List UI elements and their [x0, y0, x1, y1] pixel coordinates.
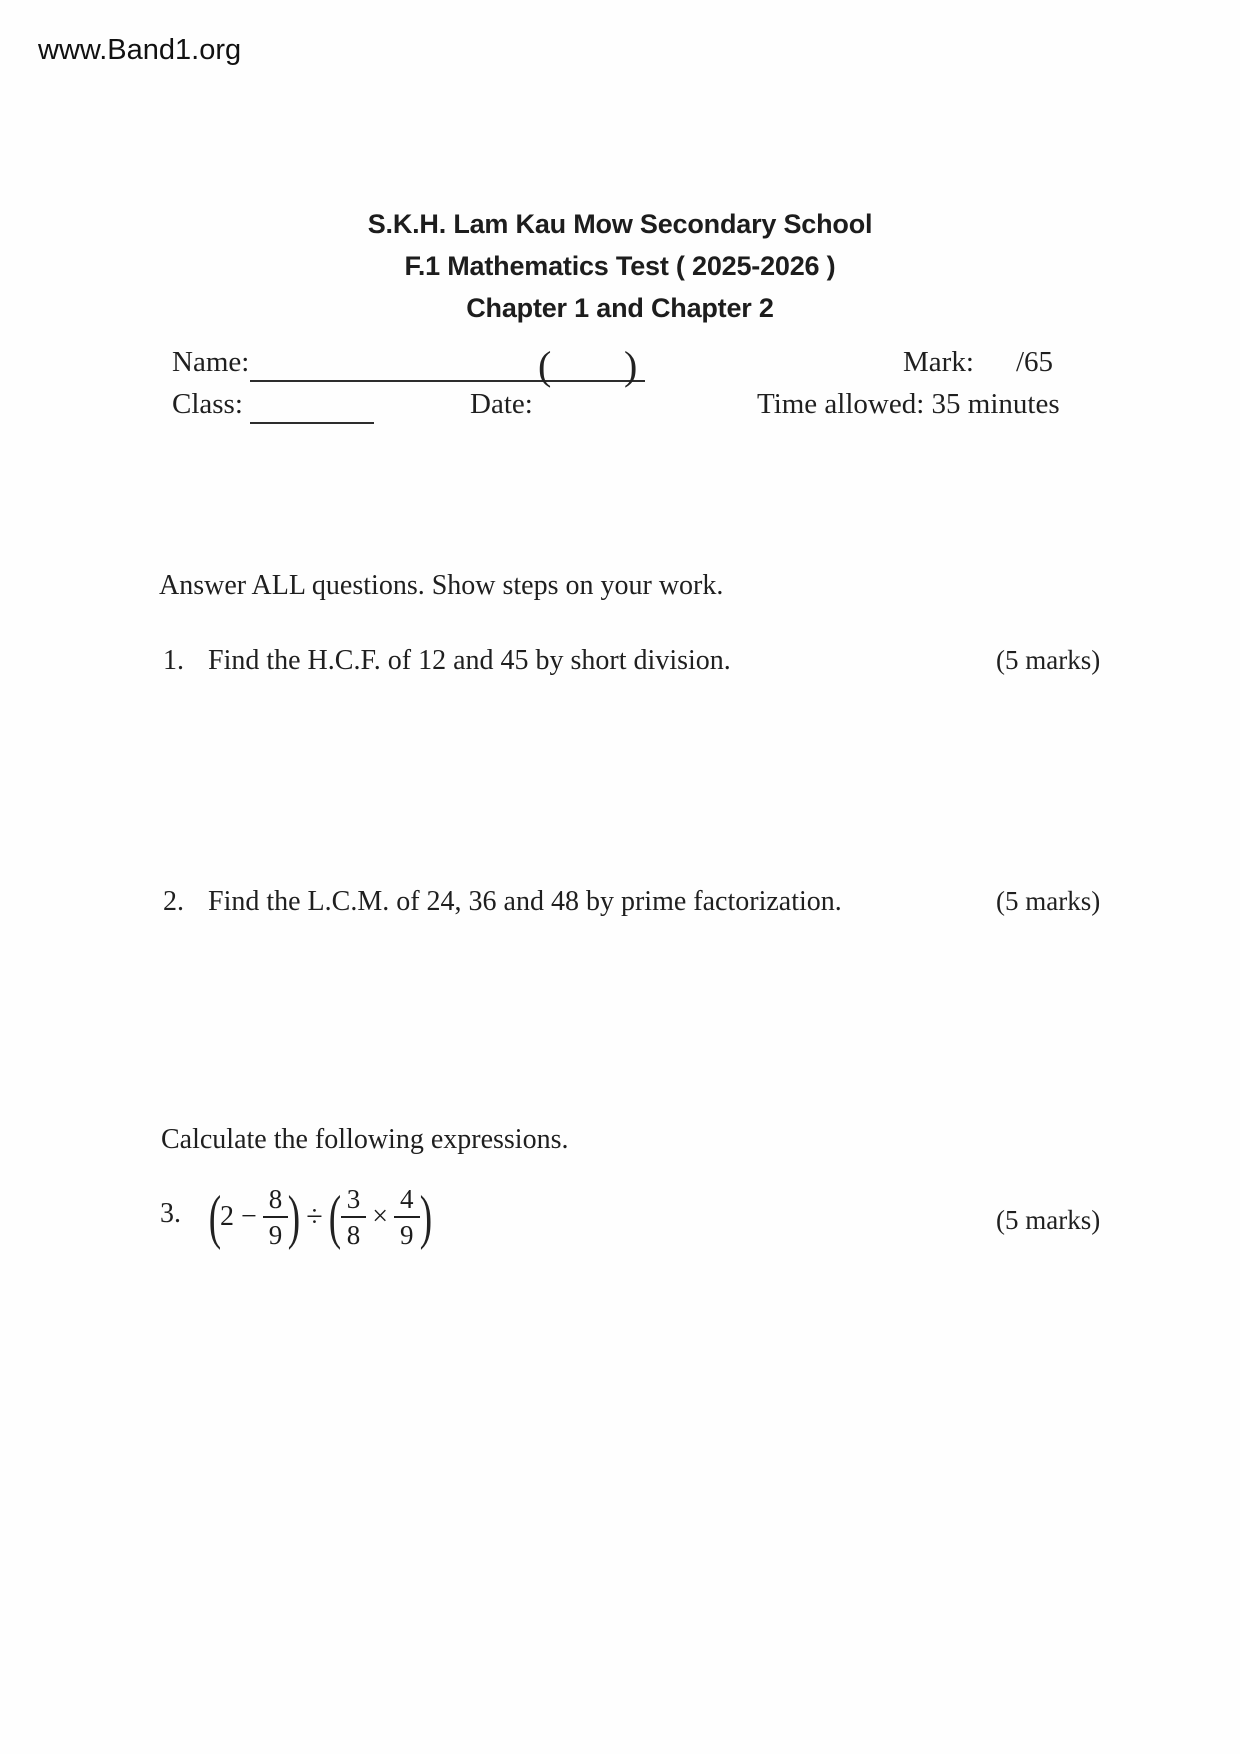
integer-term: 2	[219, 1201, 234, 1232]
name-label: Name:	[172, 346, 250, 378]
minus-sign: −	[240, 1201, 257, 1232]
name-paren-open: (	[538, 343, 552, 388]
question-marks: (5 marks)	[996, 1205, 1101, 1235]
question-number: 3.	[160, 1198, 181, 1229]
fraction-1	[263, 1185, 289, 1250]
question-number: 2.	[163, 886, 184, 917]
question-marks: (5 marks)	[996, 645, 1101, 675]
mark-total: /65	[1016, 346, 1054, 378]
mark-label: Mark:	[903, 346, 974, 378]
calc-section-heading: Calculate the following expressions.	[161, 1124, 569, 1155]
test-title: F.1 Mathematics Test ( 2025-2026 )	[404, 251, 836, 281]
question-text: Find the H.C.F. of 12 and 45 by short division.	[208, 645, 731, 676]
class-label: Class:	[172, 388, 243, 420]
numerator: 3	[341, 1185, 367, 1218]
times-sign: ×	[372, 1201, 389, 1232]
school-name: S.K.H. Lam Kau Mow Secondary School	[367, 209, 873, 239]
question-text: Find the L.C.M. of 24, 36 and 48 by prime factorization.	[208, 886, 842, 917]
question-number: 1.	[163, 645, 184, 676]
left-paren-1: (	[208, 1183, 222, 1250]
math-expression	[210, 1178, 431, 1256]
question-2	[0, 886, 1240, 920]
instructions-text: Answer ALL questions. Show steps on your work.	[159, 570, 724, 601]
right-paren-2: )	[419, 1183, 432, 1250]
numerator: 4	[394, 1185, 420, 1218]
question-marks: (5 marks)	[996, 886, 1101, 916]
left-paren-2: (	[328, 1183, 341, 1250]
question-1	[0, 645, 1240, 679]
name-blank-field	[250, 343, 645, 388]
denominator: 9	[400, 1220, 414, 1250]
divide-sign: ÷	[306, 1200, 323, 1233]
site-watermark: www.Band1.org	[38, 34, 242, 66]
chapter-subtitle: Chapter 1 and Chapter 2	[466, 293, 774, 323]
numerator: 8	[263, 1185, 289, 1218]
date-label: Date:	[470, 388, 533, 420]
name-paren-close: )	[624, 343, 638, 388]
fraction-3	[394, 1185, 420, 1250]
paper-header	[0, 203, 1240, 329]
fraction-2	[341, 1185, 367, 1250]
denominator: 8	[346, 1220, 361, 1250]
right-paren-1: )	[288, 1183, 301, 1250]
time-allowed-text: Time allowed: 35 minutes	[757, 388, 1060, 420]
class-blank-field	[250, 388, 374, 424]
denominator: 9	[268, 1220, 283, 1250]
